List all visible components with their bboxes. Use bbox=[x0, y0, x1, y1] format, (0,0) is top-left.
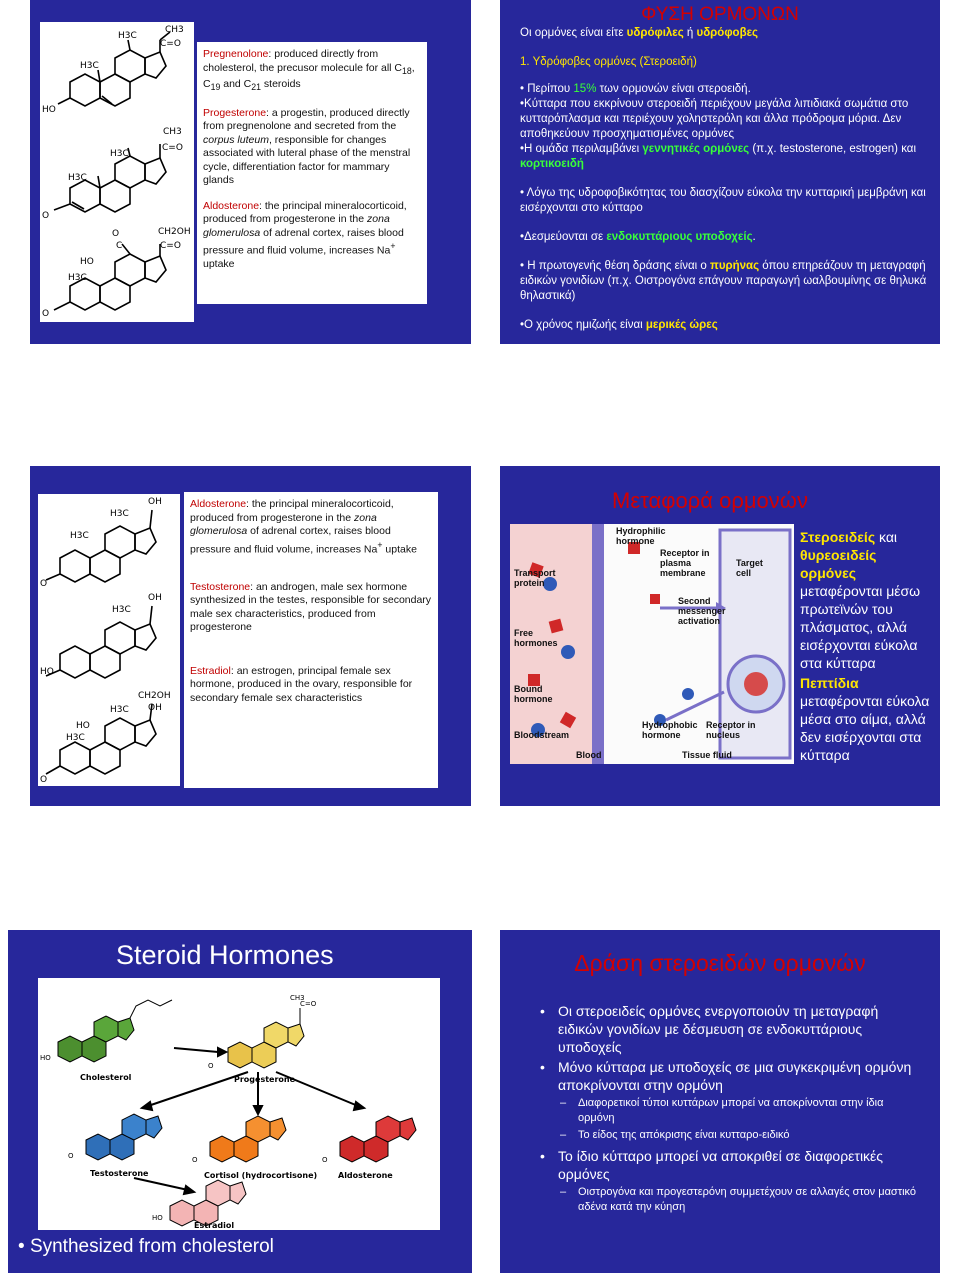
svg-text:CH3: CH3 bbox=[290, 994, 305, 1002]
bullet-receptors: •Δεσμεύονται σε ενδοκυττάριους υποδοχείς. bbox=[520, 231, 756, 243]
bullet-nucleus: • Η πρωτογενής θέση δράσης είναι ο πυρήνας όπου επηρεάζουν τη μεταγραφή ειδικών γονιδίων (π.χ. Οιστρογόνα επάγουν παραγωγή ωαλβουμίνης σε θηλυκά θηλαστικά) bbox=[520, 260, 927, 302]
svg-text:O: O bbox=[40, 775, 48, 785]
label-receptor-membrane: Receptor in plasma membrane bbox=[660, 548, 710, 578]
label-second-messenger: Second messenger activation bbox=[678, 596, 726, 626]
svg-text:O: O bbox=[68, 1152, 74, 1160]
testosterone-label: Testosterone bbox=[90, 1169, 149, 1178]
label-bloodstream: Bloodstream bbox=[514, 730, 570, 740]
pregnenolone-name: Pregnenolone bbox=[203, 48, 269, 60]
aldosterone-rings bbox=[340, 1116, 416, 1162]
svg-text:HO: HO bbox=[40, 667, 54, 677]
slide3-caption-panel bbox=[184, 492, 438, 788]
bullet-transcription: • Οι στεροειδείς ορμόνες ενεργοποιούν τη μεταγραφή ειδικών γονιδίων με δέσμευση σε ενδοκυττάριους υποδοχείς bbox=[540, 1003, 879, 1055]
label-target-cell: Target cell bbox=[736, 558, 763, 578]
progesterone-structure bbox=[40, 122, 194, 222]
label-bound-hormone: Bound hormone bbox=[514, 684, 553, 704]
svg-text:H3C: H3C bbox=[110, 705, 129, 715]
label-free-hormones: Free hormones bbox=[514, 628, 558, 648]
svg-text:OH: OH bbox=[148, 593, 162, 603]
svg-text:O: O bbox=[322, 1156, 328, 1164]
svg-text:CH2OH: CH2OH bbox=[158, 227, 191, 237]
svg-text:OH: OH bbox=[148, 497, 162, 507]
progesterone-rings bbox=[228, 1008, 304, 1068]
label-transport-protein: Transport protein bbox=[514, 568, 556, 588]
cholesterol-rings bbox=[58, 1000, 172, 1062]
slide-hormone-nature bbox=[500, 0, 940, 344]
bullet-synthesized: • Synthesized from cholesterol bbox=[18, 1236, 274, 1257]
svg-text:H3C: H3C bbox=[110, 509, 129, 519]
section-heading: 1. Υδρόφοβες ορμόνες (Στεροειδή) bbox=[520, 56, 697, 68]
svg-text:O: O bbox=[208, 1062, 214, 1070]
pregnenolone-description: Pregnenolone: produced directly from cholesterol, the precusor molecule for all $C_{18}$, $C_{19}$ and $C_{21}$ steroids bbox=[203, 48, 415, 93]
svg-text:C: C bbox=[116, 241, 123, 251]
bullet-peptide-transport: Πεπτίδια μεταφέρονται εύκολα μέσα στο αίμα, αλλά δεν εισέρχονται στα κύτταρα bbox=[800, 675, 930, 763]
svg-text:O: O bbox=[42, 211, 50, 221]
svg-text:CH2OH: CH2OH bbox=[138, 691, 171, 701]
slide1-caption-panel bbox=[197, 42, 427, 304]
bullet-percentage: • Περίπου 15% των ορμονών είναι στεροειδή. bbox=[520, 83, 751, 95]
label-blood: Blood bbox=[576, 750, 602, 760]
sub-bullet-cell-types: – Διαφορετικοί τύποι κυττάρων μπορεί να αποκρίνονται στην ίδια ορμόνη bbox=[560, 1097, 884, 1124]
testosterone-name: Testosterone bbox=[190, 580, 251, 593]
svg-text:HO: HO bbox=[152, 1214, 163, 1222]
steroid-pathway-diagram bbox=[38, 978, 440, 1230]
svg-text:O: O bbox=[42, 309, 50, 319]
svg-text:C=O: C=O bbox=[160, 241, 181, 251]
bullet-membrane: • Λόγω της υδροφοβικότητας του διασχίζουν εύκολα την κυτταρική μεμβράνη και εισέρχονται στο κύτταρο bbox=[520, 187, 926, 214]
estradiol-name: Estradiol bbox=[190, 664, 231, 677]
aldosterone-structure bbox=[40, 224, 194, 322]
label-hydrophilic: Hydrophilic hormone bbox=[616, 526, 666, 546]
aldosterone-label: Aldosterone bbox=[338, 1171, 393, 1180]
svg-text:H3C: H3C bbox=[118, 31, 137, 41]
svg-text:CH3: CH3 bbox=[163, 127, 182, 137]
bullet-steroid-transport: Στεροειδείς και θυρεοειδείς ορμόνες μεταφέρονται μέσω πρωτεϊνών του πλάσματος, αλλά εισέρχονται εύκολα στα κύτταρα bbox=[800, 529, 921, 671]
svg-text:H3C: H3C bbox=[80, 61, 99, 71]
cholesterol-label: Cholesterol bbox=[80, 1073, 132, 1082]
svg-text:O: O bbox=[40, 579, 48, 589]
svg-text:H3C: H3C bbox=[110, 149, 129, 159]
testosterone-rings bbox=[86, 1114, 162, 1160]
slide-steroid-hormones bbox=[8, 930, 472, 1273]
svg-text:HO: HO bbox=[42, 105, 56, 115]
estradiol-rings bbox=[170, 1180, 246, 1226]
svg-text:HO: HO bbox=[76, 721, 90, 731]
svg-text:OH: OH bbox=[148, 703, 162, 713]
slide6-bullets bbox=[540, 1002, 920, 1215]
testosterone-description: Testosterone: an androgen, male sex hormone synthesized in the testes, responsible for secondary male sex characteristics, produced from progesterone bbox=[190, 580, 432, 633]
aldosterone-description-2: Aldosterone: the principal mineralocorticoid, produced from progesterone in the zona glomerulosa of adrenal cortex, raises blood pressure and fluid volume, increases Na+ uptake bbox=[190, 498, 417, 555]
label-tissue-fluid: Tissue fluid bbox=[682, 750, 732, 760]
sub-bullet-response: – Το είδος της απόκρισης είναι κυτταρο-ειδικό bbox=[560, 1129, 790, 1141]
bullet-dot: • bbox=[18, 1236, 30, 1257]
svg-text:C=O: C=O bbox=[300, 1000, 317, 1008]
label-receptor-nucleus: Receptor in nucleus bbox=[706, 720, 756, 740]
slide-steroid-action bbox=[500, 930, 940, 1273]
svg-text:H3C: H3C bbox=[68, 173, 87, 183]
slide-steroid-precursors bbox=[30, 0, 471, 344]
bullet-same-cell: • Το ίδιο κύτταρο μπορεί να αποκριθεί σε διαφορετικές ορμόνες bbox=[540, 1148, 884, 1182]
aldosterone-name: Aldosterone bbox=[203, 199, 260, 212]
svg-text:C=O: C=O bbox=[160, 39, 181, 49]
progesterone-description: Progesterone: a progestin, produced directly from pregnenolone and secreted from the corpus luteum, responsible for changes associated with luteral phase of the menstral cycle, differentiation factor for mammary glands bbox=[203, 106, 411, 187]
label-hydrophobic: Hydrophobic hormone bbox=[642, 720, 698, 740]
svg-text:HO: HO bbox=[80, 257, 94, 267]
estradiol-label: Estradiol bbox=[194, 1221, 235, 1230]
svg-text:H3C: H3C bbox=[68, 273, 87, 283]
transport-diagram bbox=[510, 524, 794, 764]
pregnenolone-structure bbox=[40, 22, 194, 120]
bullet-secreting-cells: •Κύτταρα που εκκρίνουν στεροειδή περιέχουν μεγάλα λιπιδιακά σωμάτια στο κυτταρόπλασμα και περιέχουν χοληστερόλη και άλλα πρόδρομα μόρια. Δεν αποθηκεύουν προσχηματισμένες ορμόνες bbox=[520, 98, 909, 140]
aldosterone-structure-2 bbox=[38, 494, 180, 590]
bullet-group: •Η ομάδα περιλαμβάνει γεννητικές ορμόνες (π.χ. testosterone, estrogen) και κορτικοειδή bbox=[520, 143, 917, 170]
transport-bullets bbox=[800, 528, 936, 764]
sub-bullet-estrogen: – Οιστρογόνα και προγεστερόνη συμμετέχουν σε αλλαγές στον μαστικό αδένα κατά την κύηση bbox=[560, 1186, 916, 1213]
slide2-title: ΦΥΣΗ ΟΡΜΟΝΩΝ bbox=[641, 4, 799, 25]
aldosterone-name-2: Aldosterone bbox=[190, 498, 247, 510]
progesterone-name: Progesterone bbox=[203, 106, 267, 119]
svg-text:O: O bbox=[192, 1156, 198, 1164]
cortisol-label: Cortisol (hydrocortisone) bbox=[204, 1171, 318, 1180]
estradiol-structure bbox=[38, 686, 180, 786]
slide4-title: Μεταφορά ορμονών bbox=[612, 488, 808, 513]
slide5-title: Steroid Hormones bbox=[116, 940, 334, 970]
svg-text:H3C: H3C bbox=[70, 531, 89, 541]
slide6-title: Δράση στεροειδών ορμονών bbox=[574, 950, 866, 976]
estradiol-description: Estradiol: an estrogen, principal female sex hormone, produced in the ovary, responsible for secondary female sex characteristics bbox=[190, 664, 413, 704]
svg-text:O: O bbox=[112, 229, 120, 239]
aldosterone-description: Aldosterone: the principal mineralocorticoid, produced from progesterone in the zona glomerulosa of adrenal cortex, raises blood pressure and fluid volume, increases Na+ uptake bbox=[203, 199, 407, 271]
testosterone-structure bbox=[38, 590, 180, 686]
svg-text:H3C: H3C bbox=[66, 733, 85, 743]
bullet-receptor-cells: • Μόνο κύτταρα με υποδοχείς σε μια συγκεκριμένη ορμόνη αποκρίνονται στην ορμόνη bbox=[540, 1059, 912, 1093]
svg-text:H3C: H3C bbox=[112, 605, 131, 615]
cortisol-rings bbox=[210, 1116, 286, 1162]
slide-sex-steroids bbox=[30, 466, 471, 806]
slide-hormone-transport bbox=[500, 466, 940, 806]
svg-text:C=O: C=O bbox=[162, 143, 183, 153]
intro-line: Οι ορμόνες είναι είτε υδρόφιλες ή υδρόφοβες bbox=[520, 27, 759, 39]
slide2-body bbox=[520, 26, 930, 333]
svg-text:HO: HO bbox=[40, 1054, 51, 1062]
svg-text:CH3: CH3 bbox=[165, 25, 184, 35]
bullet-half-life: •Ο χρόνος ημιζωής είναι μερικές ώρες bbox=[520, 319, 718, 331]
progesterone-label: Progesterone bbox=[234, 1075, 296, 1084]
